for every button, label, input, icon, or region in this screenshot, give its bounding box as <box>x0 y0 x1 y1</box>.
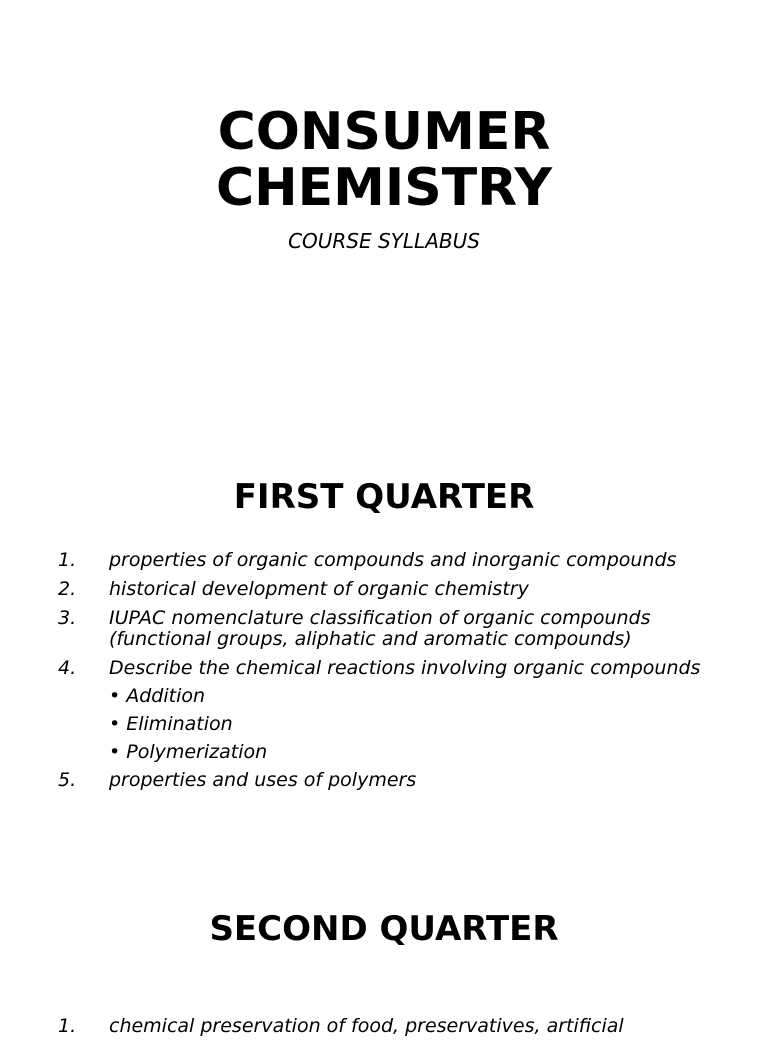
list-item-text: Describe the chemical reactions involving organic compounds <box>109 657 701 679</box>
second-quarter-list <box>58 1016 748 1045</box>
list-item-number: 3. <box>58 607 77 629</box>
list-item <box>58 608 748 650</box>
list-item-number: 2. <box>58 578 77 600</box>
list-item <box>58 770 748 791</box>
list-item-number: 1. <box>58 1015 77 1037</box>
sub-item-polymerization: • Polymerization <box>109 741 268 763</box>
list-item-number: 5. <box>58 769 77 791</box>
list-item-text: properties of organic compounds and inorganic compounds <box>109 549 677 571</box>
document-subtitle: COURSE SYLLABUS <box>288 229 480 253</box>
list-item-text: historical development of organic chemistry <box>109 578 529 600</box>
first-quarter-list <box>58 550 748 799</box>
first-quarter-heading: FIRST QUARTER <box>233 477 535 517</box>
list-item-text: properties and uses of polymers <box>109 769 417 791</box>
list-item-text: IUPAC nomenclature classification of organic compounds (functional groups, aliphatic and aromatic compounds) <box>109 607 651 650</box>
sub-item-addition: • Addition <box>109 685 206 707</box>
list-item <box>58 579 748 600</box>
list-item-number: 4. <box>58 657 77 679</box>
list-item <box>58 550 748 571</box>
list-item-text: chemical preservation of food, preservatives, artificial <box>109 1015 624 1037</box>
document-title <box>0 104 768 216</box>
list-item <box>58 1016 748 1037</box>
list-item <box>58 658 748 679</box>
title-line-2: CHEMISTRY <box>215 158 553 218</box>
second-quarter-heading: SECOND QUARTER <box>209 909 559 949</box>
title-line-1: CONSUMER <box>217 102 551 162</box>
list-item-number: 1. <box>58 549 77 571</box>
sub-item-elimination: • Elimination <box>109 713 233 735</box>
